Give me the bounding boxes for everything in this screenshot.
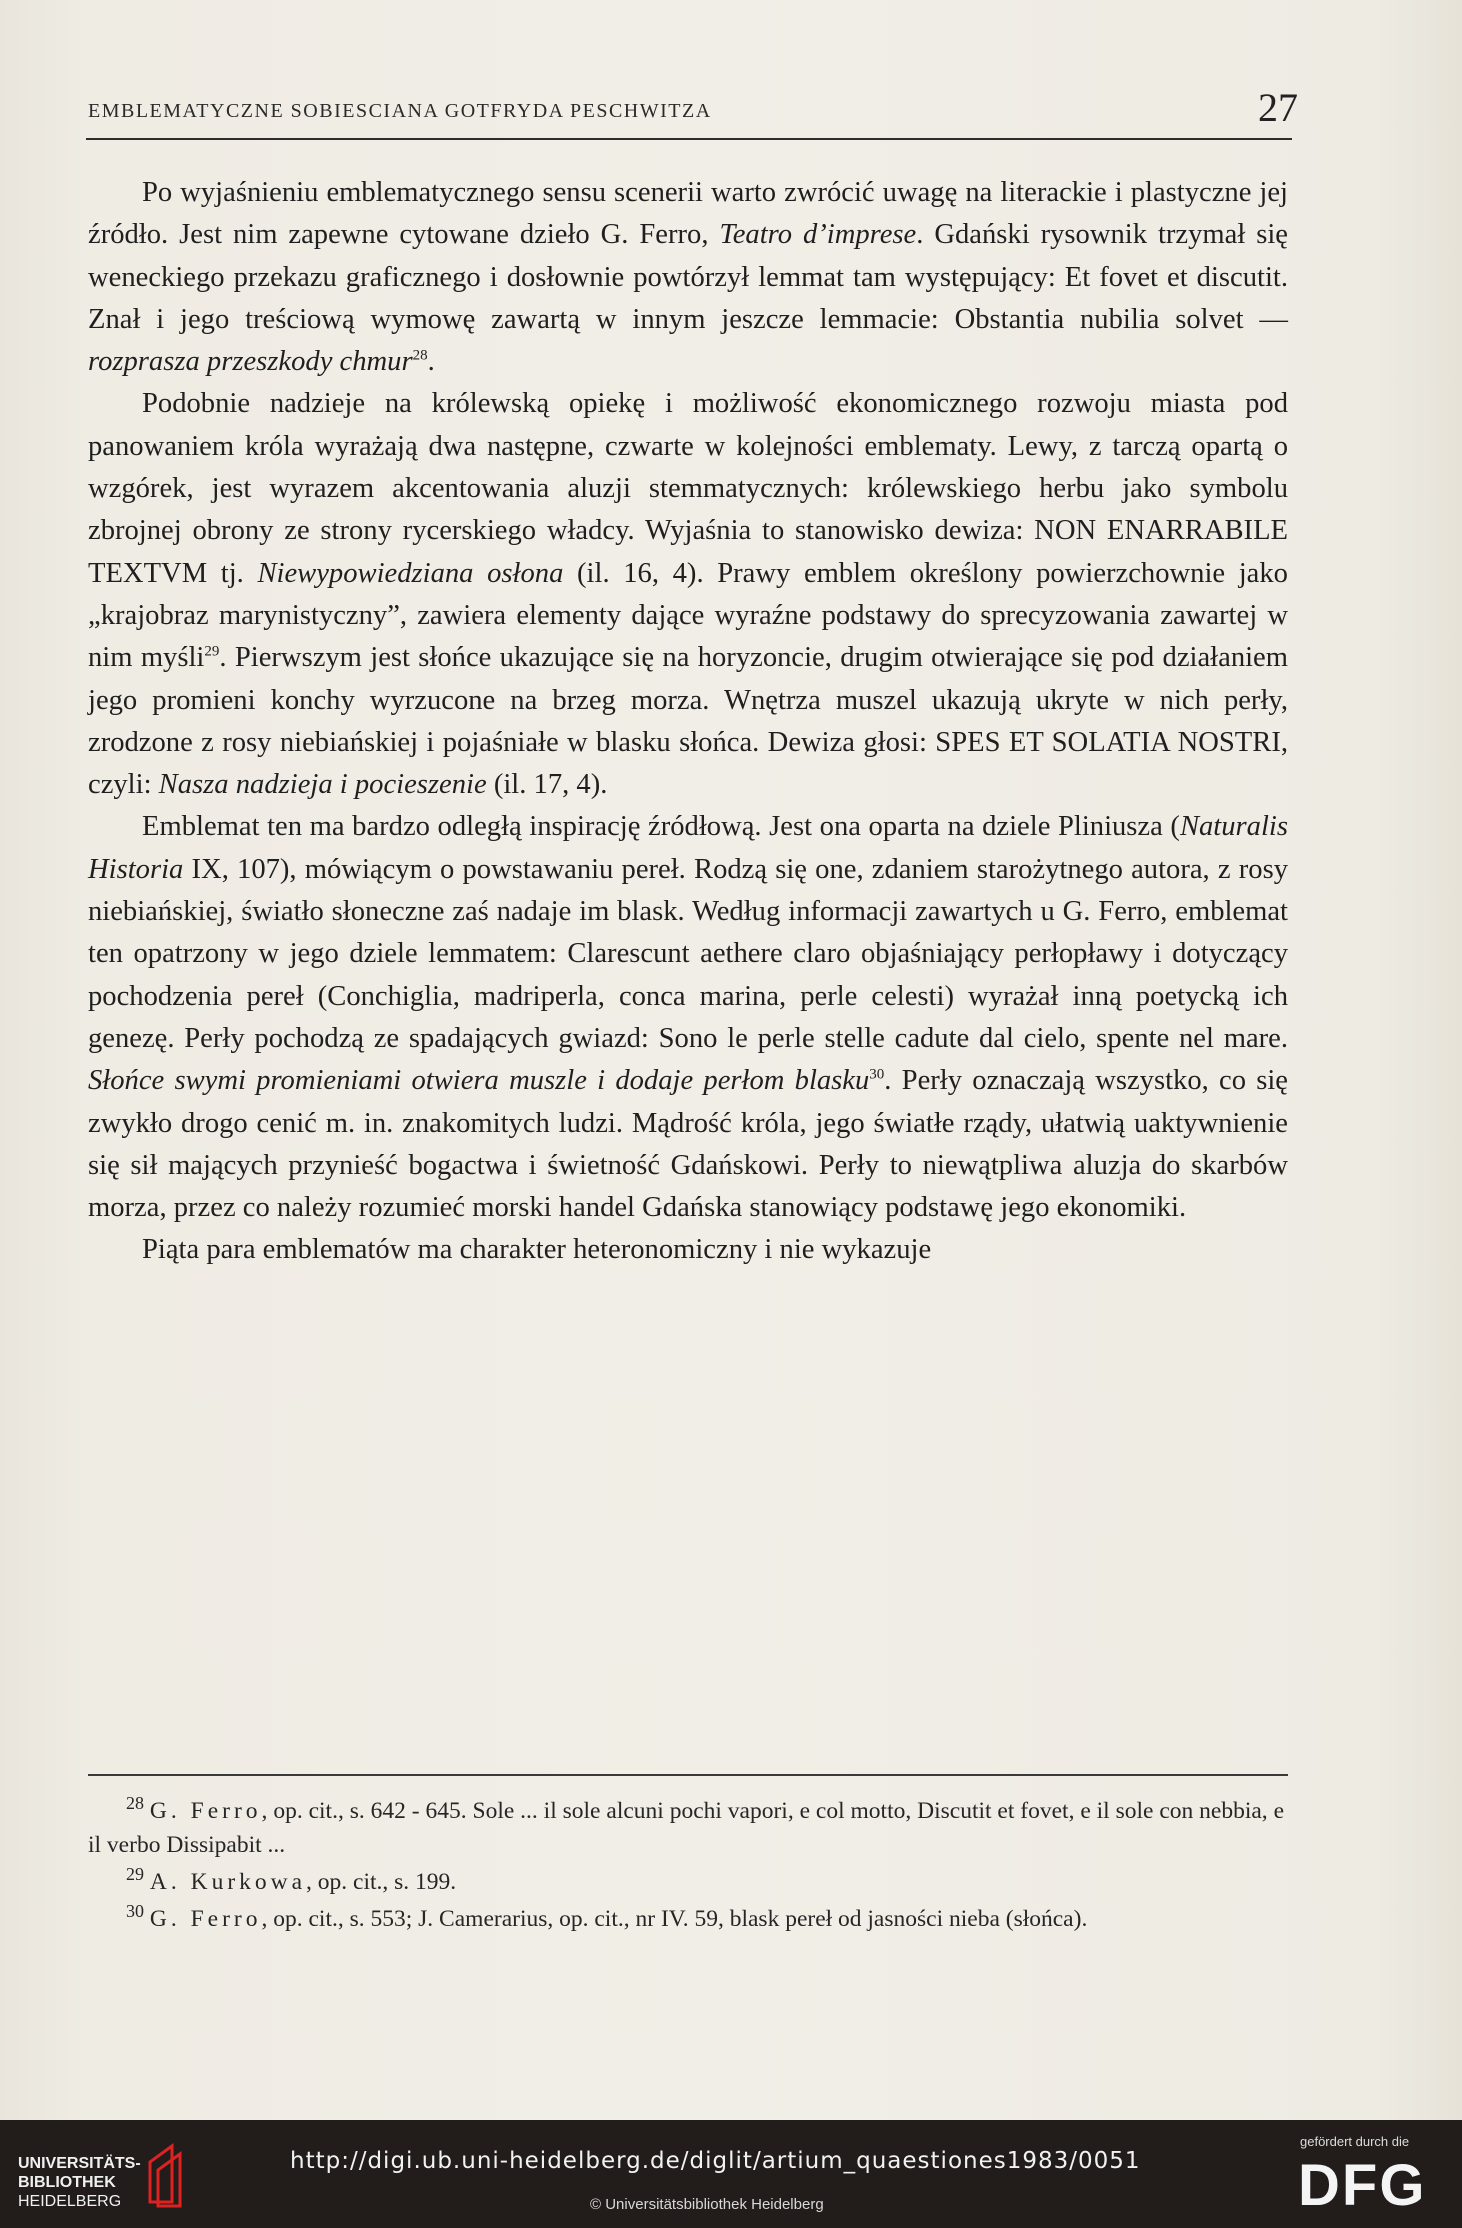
body-text xyxy=(88,172,1288,1272)
footnote-rule xyxy=(88,1774,1288,1776)
footnote-reference: 30 xyxy=(869,1066,885,1083)
italic-phrase: Niewypowiedziana osłona xyxy=(257,557,564,589)
text-run: IX, 107), mówiącym o powstawaniu pereł. Rodzą się one, zdaniem starożytnego autora, z rosy niebiańskiej, światło słoneczne zaś nadaje im blask. Według informacji zawartych u G. Ferro, emblemat ten opatrzony w jego dziele lemmatem: Clarescunt aethere claro objaśniający perłopławy i dotyczący pochodzenia pereł (Conchiglia, madriperla, conca marina, perle celesti) wyrażał inną poetycką ich genezę. Perły pochodzą ze spadających gwiazd: Sono le perle stelle cadute dal cielo, spente nel mare. xyxy=(88,853,1288,1054)
running-head: EMBLEMATYCZNE SOBIESCIANA GOTFRYDA PESCHWITZA xyxy=(88,100,712,122)
header-rule xyxy=(86,138,1292,140)
body-paragraph xyxy=(88,1229,1288,1271)
funding-label: gefördert durch die xyxy=(1300,2134,1410,2149)
text-run: Podobnie nadzieje na królewską opiekę i możliwość ekonomicznego rozwoju miasta pod panowaniem króla wyrażają dwa następne, czwarte w kolejności emblematy. Lewy, z tarczą opartą o wzgórek, jest wyrazem akcentowania aluzji stemmatycznych: królewskiego herbu jako symbolu zbrojnej obrony ze strony rycerskiego władcy. Wyjaśnia to stanowisko dewiza: NON ENARRABILE TEXTVM tj. xyxy=(88,388,1288,589)
footnote xyxy=(88,1794,1284,1862)
footnote-text: , op. cit., s. 642 - 645. Sole ... il sole alcuni pochi vapori, e col motto, Discutit et fovet, e il sole con nebbia, e il verbo Dissipabit ... xyxy=(88,1798,1285,1858)
body-paragraph xyxy=(88,806,1288,1229)
text-run: (il. 17, 4). xyxy=(486,769,608,801)
page-url-link[interactable]: http://digi.ub.uni-heidelberg.de/diglit/artium_quaestiones1983/0051 xyxy=(290,2148,1141,2174)
italic-phrase: Naturalis Historia xyxy=(88,811,1288,885)
text-run: . Pierwszym jest słońce ukazujące się na horyzoncie, drugim otwierające się pod działaniem jego promieni konchy wyrzucone na brzeg morza. Wnętrza muszel ukazują ukryte w nich perły, zrodzone z rosy niebiańskiej i pojaśniałe w blasku słońca. Dewiza głosi: SPES ET SOLATIA NOSTRI, czyli: xyxy=(88,642,1288,801)
footnote-number: 29 xyxy=(126,1864,144,1885)
dfg-logo: DFG xyxy=(1298,2153,1427,2218)
footnote-text: , op. cit., s. 553; J. Camerarius, op. cit., nr IV. 59, blask pereł od jasności nieba (słońca). xyxy=(261,1906,1088,1932)
text-run: . Gdański rysownik trzymał się weneckiego przekazu graficznego i dosłownie powtórzył lemmat tam występujący: Et fovet et discutit. Znał i jego treściową wymowę zawartą w innym jeszcze lemmacie: Obstantia nubilia solvet — xyxy=(88,219,1288,335)
italic-phrase: rozprasza przeszkody chmur xyxy=(88,346,413,378)
logo-line-1: UNIVERSITÄTS- xyxy=(18,2155,141,2172)
text-run: Emblemat ten ma bardzo odległą inspirację źródłową. Jest ona oparta na dziele Pliniusza ( xyxy=(142,811,1180,843)
text-run: . xyxy=(427,346,435,378)
footnote-reference: 29 xyxy=(204,643,220,660)
library-logo-text xyxy=(18,2154,141,2211)
footnote xyxy=(88,1865,1284,1899)
page-number: 27 xyxy=(1258,85,1298,130)
footnote-author: G. Ferro xyxy=(149,1798,262,1824)
footnote-number: 28 xyxy=(126,1793,144,1814)
italic-phrase: Teatro d’imprese xyxy=(719,219,917,251)
text-run: (il. 16, 4). Prawy emblem określony powierzchownie jako „krajobraz marynistyczny”, zawiera elementy dające wyraźne podstawy do sprecyzowania zawartej w nim myśli xyxy=(88,557,1288,674)
library-logo-icon xyxy=(142,2140,192,2210)
italic-phrase: Słońce swymi promieniami otwiera muszle i dodaje perłom blasku xyxy=(88,1065,870,1097)
footnote-reference: 28 xyxy=(412,347,428,364)
footnote-author: G. Ferro xyxy=(149,1906,262,1932)
copyright-text: © Universitätsbibliothek Heidelberg xyxy=(590,2196,824,2213)
footnote-number: 30 xyxy=(126,1901,144,1922)
text-run: . Perły oznaczają wszystko, co się zwykło drogo cenić m. in. znakomitych ludzi. Mądrość króla, jego światłe rządy, ułatwią uaktywnienie się sił mających przynieść bogactwa i świetność Gdańskowi. Perły to niewątpliwa aluzja do skarbów morza, przez co należy rozumieć morski handel Gdańska stanowiący podstawę jego ekonomiki. xyxy=(88,1065,1288,1224)
body-paragraph xyxy=(88,172,1288,383)
logo-line-3: HEIDELBERG xyxy=(18,2193,122,2210)
footnote-text: , op. cit., s. 199. xyxy=(306,1869,457,1895)
logo-line-2: BIBLIOTHEK xyxy=(18,2174,116,2191)
viewer-footer xyxy=(0,2120,1462,2228)
footnote-author: A. Kurkowa xyxy=(149,1869,307,1895)
text-run: Piąta para emblematów ma charakter heteronomiczny i nie wykazuje xyxy=(142,1234,932,1266)
footnotes xyxy=(88,1794,1284,1939)
footnote xyxy=(88,1902,1284,1936)
text-run: Po wyjaśnieniu emblematycznego sensu scenerii warto zwrócić uwagę na literackie i plastyczne jej źródło. Jest nim zapewne cytowane dzieło G. Ferro, xyxy=(88,177,1288,251)
body-paragraph xyxy=(88,383,1288,806)
italic-phrase: Nasza nadzieja i pocieszenie xyxy=(158,769,487,801)
